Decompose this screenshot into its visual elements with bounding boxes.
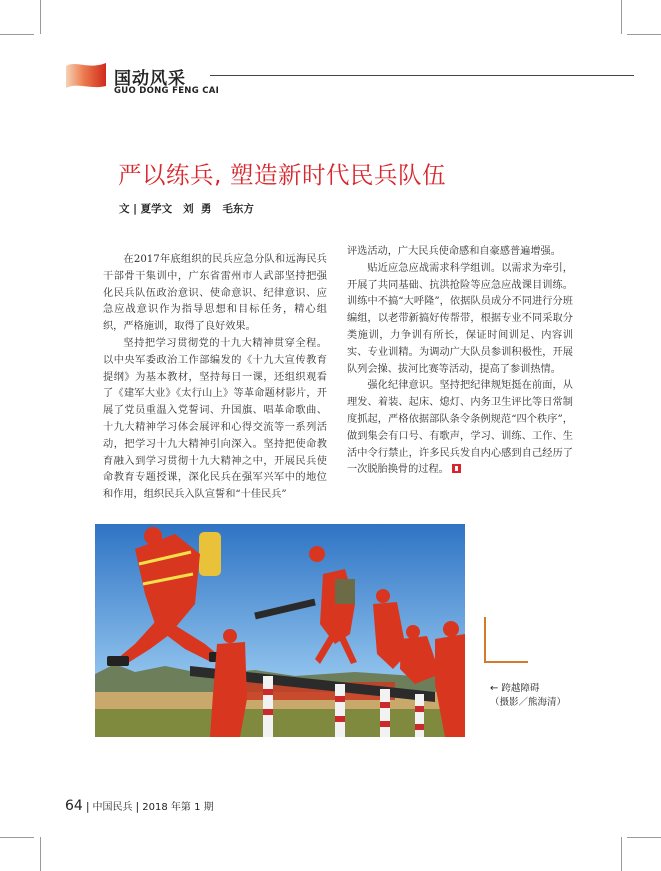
crop-mark: [621, 837, 622, 871]
article-byline: 文 | 夏学文 刘 勇 毛东方: [119, 203, 254, 215]
text-column-left: [103, 252, 327, 504]
footer-separator: |: [135, 800, 140, 813]
end-mark-icon: [452, 464, 461, 473]
crop-mark: [0, 837, 34, 838]
crop-mark: [621, 0, 622, 34]
paragraph: 评选活动，广大民兵使命感和自豪感普遍增强。: [347, 246, 561, 257]
section-subtitle: GUO DONG FENG CAI: [114, 86, 220, 96]
crop-mark: [627, 837, 661, 838]
caption-bracket: [484, 617, 528, 663]
paragraph-text: 强化纪律意识。坚持把纪律规矩挺在前面，从理发、着装、起床、熄灯、内务卫生评比等日常制度抓起，严格依据部队条令条例规范“四个秩序”，做到集会有口号、有歌声，学习、训练、工作、生活中令行禁止，许多民兵发自内心感到自己经历了一次脱胎换骨的过程。: [347, 380, 573, 476]
header-divider: [210, 75, 634, 76]
caption-title: 跨越障碍: [501, 683, 540, 694]
caption-credit: （摄影／熊海清）: [490, 697, 567, 708]
paragraph: 坚持把学习贯彻党的十九大精神贯穿全程。以中央军委政治工作部编发的《十九大宣传教育提纲》为基本教材，坚持每日一课，还组织观看了《建军大业》《太行山上》等革命题材影片，开展了党员重温入党誓词、升国旗、唱革命歌曲、十九大精神学习体会展评和心得交流等一系列活动，把学习十九大精神引向深入。坚持把使命教育融入到学习贯彻十九大精神之中，开展民兵使命教育专题授课，深化民兵在强军兴军中的地位和作用，组织民兵入队宣誓和“十佳民兵”: [103, 337, 327, 501]
crop-mark: [40, 837, 41, 871]
footer-separator: |: [85, 800, 90, 813]
page-number: 64: [65, 798, 83, 814]
photo-caption: [490, 682, 566, 710]
crop-mark: [40, 0, 41, 34]
article-headline: 严以练兵, 塑造新时代民兵队伍: [118, 161, 446, 189]
magazine-name: 中国民兵: [92, 802, 133, 813]
caption-title-line: [490, 682, 566, 696]
text-column-right: [347, 244, 573, 479]
arrow-left-icon: ←: [490, 683, 499, 694]
paragraph: 贴近应急应战需求科学组训。以需求为牵引，开展了共同基础、抗洪抢险等应急应战课目训练。训练中不搞“大呼隆”，依据队员成分不同进行分班编组，以老带新搞好传帮带，根据专业不同采取分类施训，力争训有所长，保证时间训足、内容训实、专业训精。为调动广大队员参训积极性，开展队列会操、拔河比赛等活动，提高了参训热情。: [347, 262, 573, 375]
article-photo: [95, 524, 465, 737]
page-footer: [65, 795, 214, 814]
paragraph: [347, 378, 573, 479]
issue-label: 2018 年第 1 期: [142, 802, 214, 813]
section-title: 国动风采: [114, 69, 186, 89]
paragraph: 在2017年底组织的民兵应急分队和远海民兵干部骨干集训中，广东省雷州市人武部坚持把强化民兵队伍政治意识、使命意识、纪律意识、应急应战意识作为指导思想和目标任务，精心组织，严格施训，取得了良好效果。: [103, 254, 327, 333]
crop-mark: [627, 34, 661, 35]
flag-icon: [64, 60, 108, 90]
crop-mark: [0, 34, 34, 35]
